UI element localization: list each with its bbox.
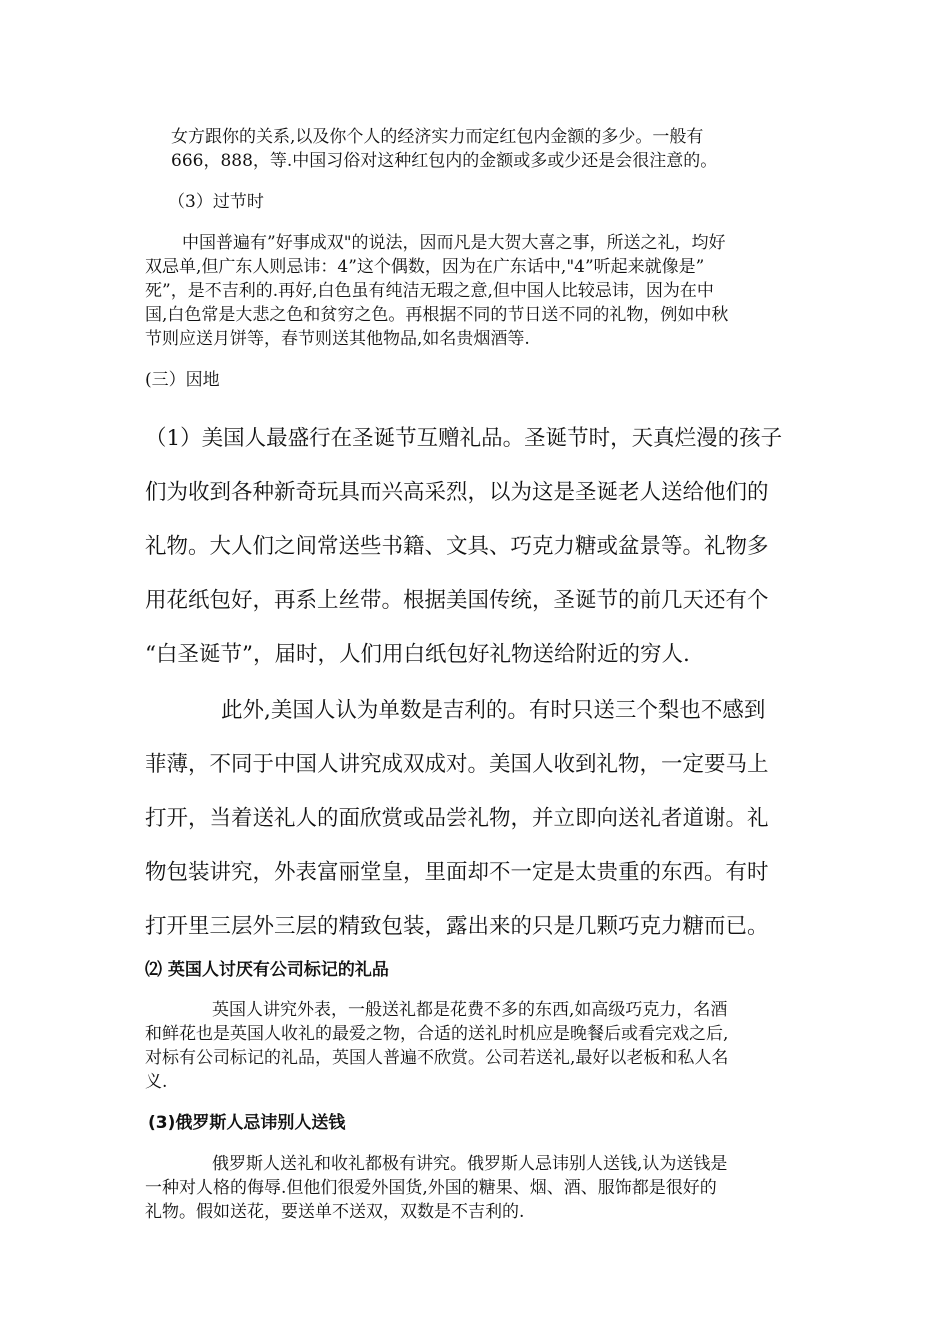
text-line: 们为收到各种新奇玩具而兴高采烈，以为这是圣诞老人送给他们的 bbox=[145, 480, 769, 505]
text-line: 和鲜花也是英国人收礼的最爱之物，合适的送礼时机应是晚餐后或看完戏之后, bbox=[145, 1024, 729, 1044]
text-line: 义. bbox=[145, 1072, 168, 1092]
text-line: 物包装讲究，外表富丽堂皇，里面却不一定是太贵重的东西。有时 bbox=[145, 860, 769, 885]
heading-section-place: (三）因地 bbox=[145, 370, 220, 390]
text-line: 俄罗斯人送礼和收礼都极有讲究。俄罗斯人忌讳别人送钱,认为送钱是 bbox=[212, 1154, 728, 1174]
text-line: 打开，当着送礼人的面欣赏或品尝礼物，并立即向送礼者道谢。礼 bbox=[145, 806, 769, 831]
heading-uk: ⑵ 英国人讨厌有公司标记的礼品 bbox=[145, 960, 389, 980]
paragraph-usa-christmas bbox=[145, 412, 782, 682]
text-line: 对标有公司标记的礼品，英国人普遍不欣赏。公司若送礼,最好以老板和私人名 bbox=[145, 1048, 729, 1068]
paragraph-russia bbox=[145, 1152, 727, 1224]
text-line: 一种对人格的侮辱.但他们很爱外国货,外国的糖果、烟、酒、服饰都是很好的 bbox=[145, 1178, 717, 1198]
text-line: 英国人讲究外表，一般送礼都是花费不多的东西,如高级巧克力，名酒 bbox=[212, 1000, 728, 1020]
heading-russia: (3)俄罗斯人忌讳别人送钱 bbox=[148, 1113, 346, 1133]
paragraph-uk bbox=[145, 998, 728, 1094]
heading-festival: （3）过节时 bbox=[168, 192, 264, 212]
text-line: 菲薄，不同于中国人讲究成双成对。美国人收到礼物，一定要马上 bbox=[145, 752, 769, 777]
text-line: “白圣诞节”，届时，人们用白纸包好礼物送给附近的穷人. bbox=[145, 642, 690, 667]
text-line: 中国普遍有”好事成双"的说法，因而凡是大贺大喜之事，所送之礼，均好 bbox=[182, 233, 726, 253]
text-line: 国,白色常是大悲之色和贫穷之色。再根据不同的节日送不同的礼物，例如中秋 bbox=[145, 305, 729, 325]
text-line: 礼物。大人们之间常送些书籍、文具、巧克力糖或盆景等。礼物多 bbox=[145, 534, 769, 559]
text-line: 打开里三层外三层的精致包装，露出来的只是几颗巧克力糖而已。 bbox=[145, 914, 769, 939]
text-line: 女方跟你的关系,以及你个人的经济实力而定红包内金额的多少。一般有 bbox=[171, 127, 704, 147]
text-line: 礼物。假如送花，要送单不送双，双数是不吉利的. bbox=[145, 1202, 525, 1222]
paragraph-usa-odd-numbers bbox=[145, 684, 769, 954]
text-line: 双忌单,但广东人则忌讳：4”这个偶数，因为在广东话中,"4”听起来就像是” bbox=[145, 257, 705, 277]
paragraph-festival bbox=[145, 231, 728, 351]
text-line: 此外,美国人认为单数是吉利的。有时只送三个梨也不感到 bbox=[221, 698, 766, 723]
text-line: 节则应送月饼等，春节则送其他物品,如名贵烟酒等. bbox=[145, 329, 530, 349]
text-line: （1）美国人最盛行在圣诞节互赠礼品。圣诞节时，天真烂漫的孩子 bbox=[145, 426, 783, 451]
paragraph-red-envelope bbox=[171, 125, 717, 173]
text-line: 666，888，等.中国习俗对这种红包内的金额或多或少还是会很注意的。 bbox=[171, 151, 718, 171]
text-line: 用花纸包好，再系上丝带。根据美国传统，圣诞节的前几天还有个 bbox=[145, 588, 769, 613]
text-line: 死”，是不吉利的.再好,白色虽有纯洁无瑕之意,但中国人比较忌讳，因为在中 bbox=[145, 281, 714, 301]
